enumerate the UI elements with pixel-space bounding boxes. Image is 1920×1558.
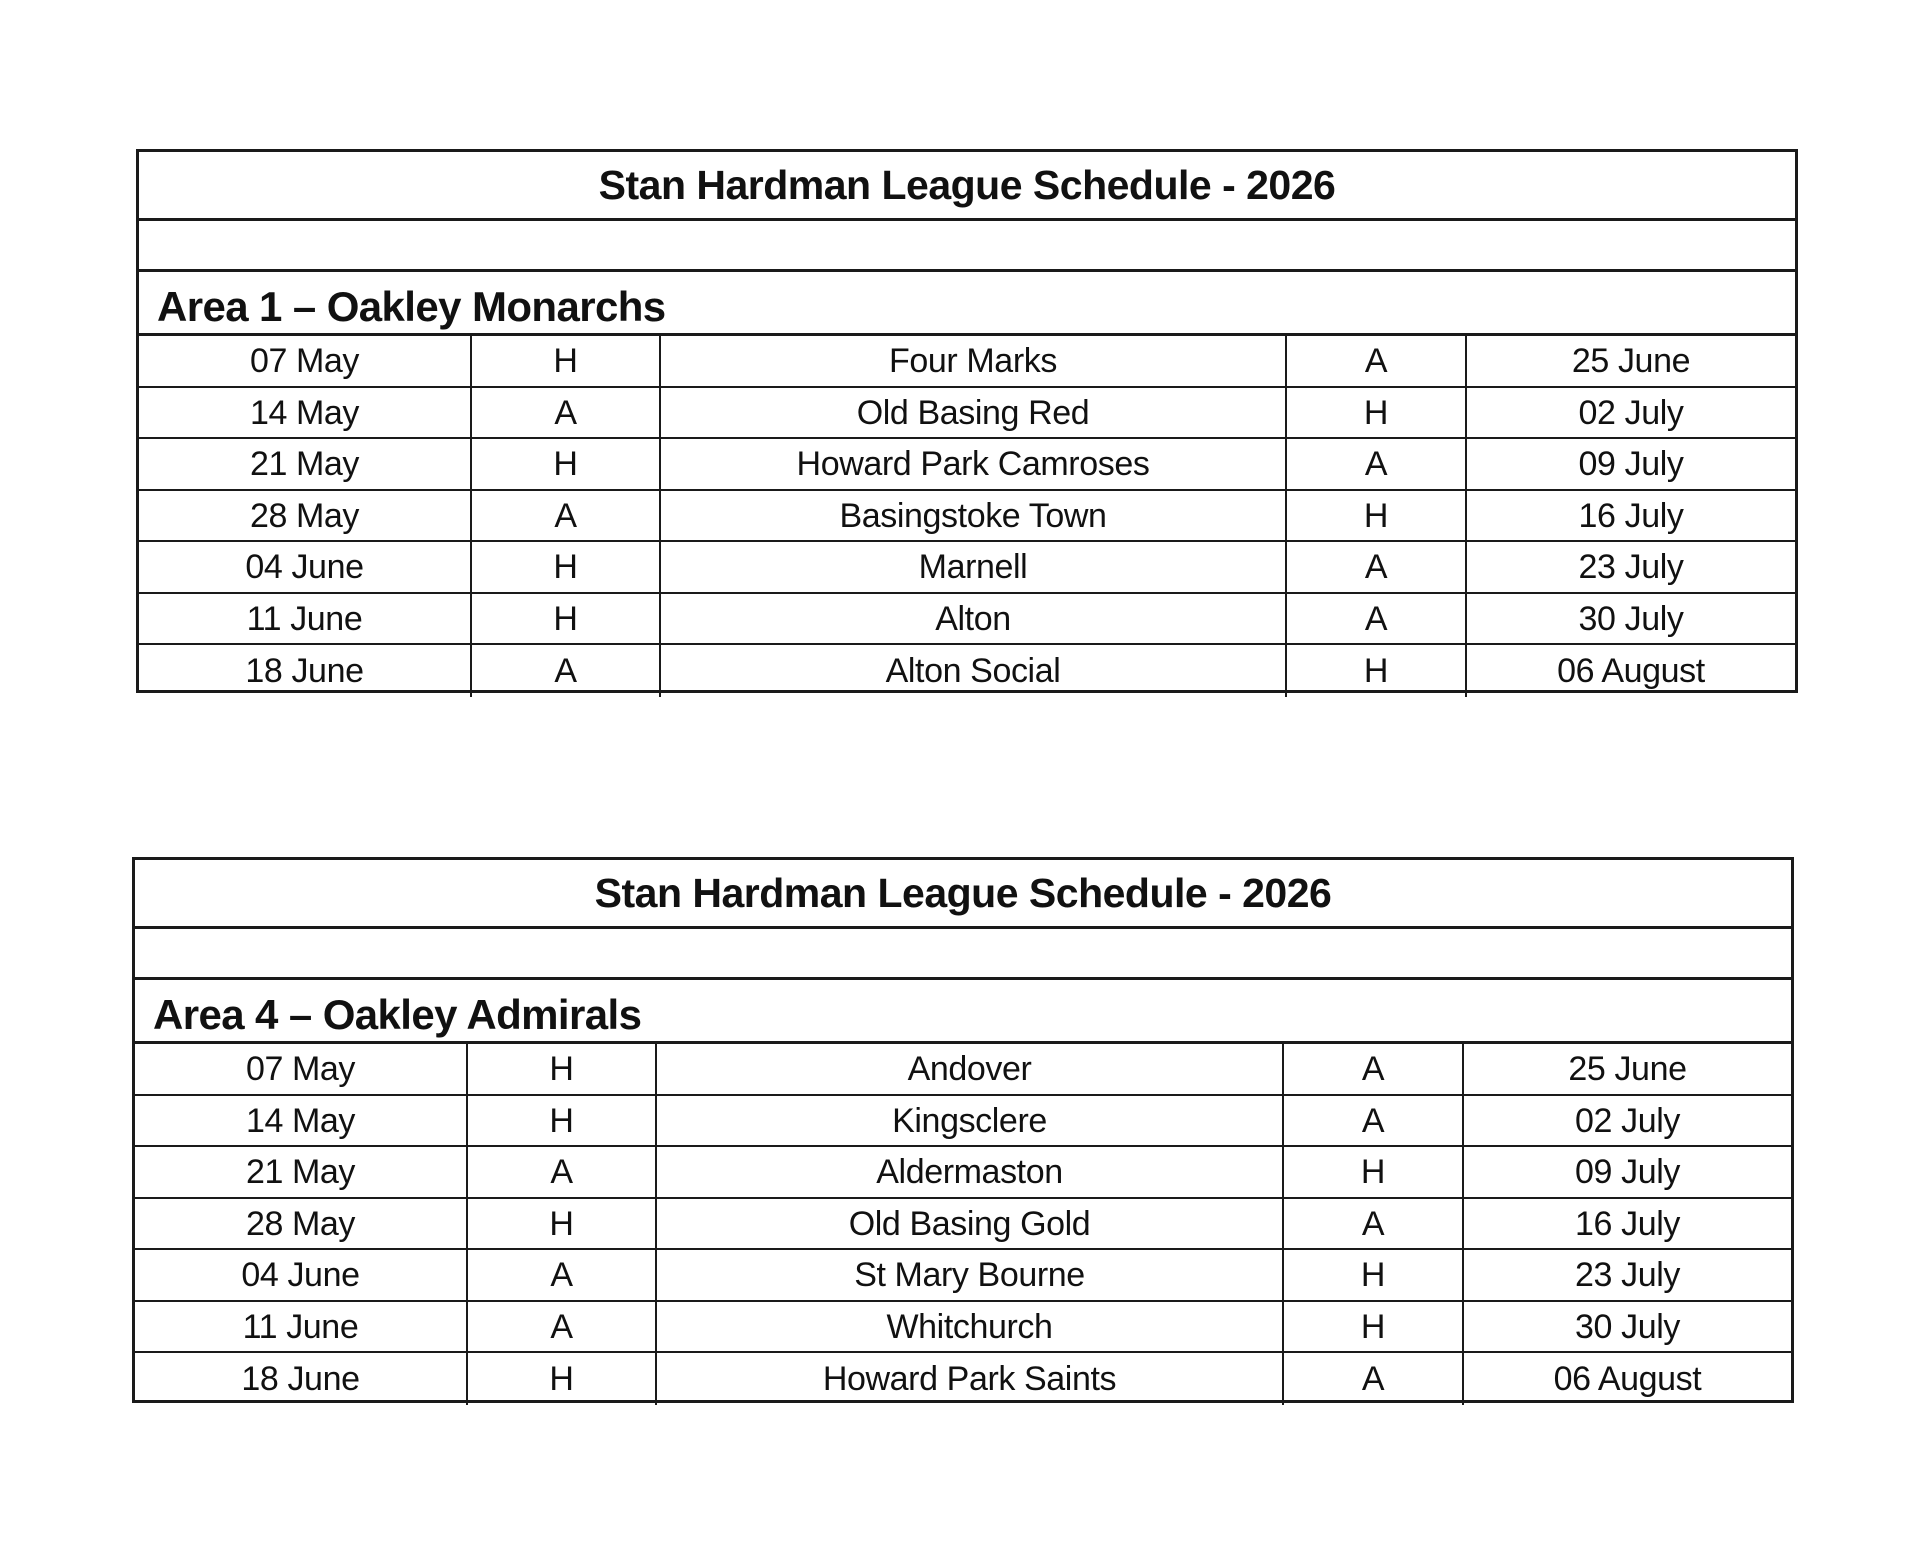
return-leg-venue: A bbox=[1284, 1044, 1464, 1094]
first-leg-date: 04 June bbox=[135, 1250, 468, 1300]
return-leg-venue: A bbox=[1284, 1199, 1464, 1249]
fixture-row bbox=[135, 1199, 1791, 1251]
return-leg-venue: H bbox=[1287, 491, 1467, 541]
first-leg-date: 21 May bbox=[139, 439, 472, 489]
return-leg-date: 02 July bbox=[1578, 393, 1684, 432]
area-heading: Area 1 – Oakley Monarchs bbox=[139, 272, 1795, 336]
return-leg-venue: H bbox=[1284, 1250, 1464, 1300]
first-leg-venue: A bbox=[472, 645, 661, 697]
schedule-title: Stan Hardman League Schedule - 2026 bbox=[139, 152, 1795, 221]
return-leg-venue: A bbox=[1287, 336, 1467, 386]
return-leg-venue: H bbox=[1284, 1302, 1464, 1352]
opponent: Four Marks bbox=[661, 336, 1287, 386]
opponent: Marnell bbox=[661, 542, 1287, 592]
first-leg-venue: A bbox=[468, 1302, 657, 1352]
schedule-table-area-1 bbox=[136, 149, 1798, 693]
first-leg-date: 14 May bbox=[139, 388, 472, 438]
fixture-row bbox=[139, 542, 1795, 594]
opponent: Howard Park Camroses bbox=[661, 439, 1287, 489]
fixture-row bbox=[135, 1096, 1791, 1148]
area-heading: Area 4 – Oakley Admirals bbox=[135, 980, 1791, 1044]
opponent: Andover bbox=[657, 1044, 1284, 1094]
fixture-row bbox=[139, 388, 1795, 440]
first-leg-date: 11 June bbox=[139, 594, 472, 644]
first-leg-venue: H bbox=[472, 439, 661, 489]
return-leg-date: 09 July bbox=[1578, 445, 1684, 484]
fixture-row bbox=[139, 645, 1795, 697]
return-leg-date: 23 July bbox=[1578, 548, 1684, 587]
fixture-row bbox=[135, 1353, 1791, 1405]
first-leg-venue: A bbox=[472, 388, 661, 438]
first-leg-date: 21 May bbox=[135, 1147, 468, 1197]
opponent: St Mary Bourne bbox=[657, 1250, 1284, 1300]
first-leg-date: 28 May bbox=[139, 491, 472, 541]
first-leg-date: 28 May bbox=[135, 1199, 468, 1249]
fixture-row bbox=[135, 1147, 1791, 1199]
opponent: Kingsclere bbox=[657, 1096, 1284, 1146]
return-leg-venue: H bbox=[1287, 645, 1467, 697]
return-leg-date: 30 July bbox=[1575, 1307, 1680, 1346]
return-leg-venue: A bbox=[1284, 1096, 1464, 1146]
first-leg-date: 11 June bbox=[135, 1302, 468, 1352]
blank-row bbox=[139, 221, 1795, 272]
first-leg-venue: H bbox=[468, 1199, 657, 1249]
first-leg-date: 07 May bbox=[135, 1044, 468, 1094]
first-leg-date: 07 May bbox=[139, 336, 472, 386]
opponent: Old Basing Gold bbox=[657, 1199, 1284, 1249]
return-leg-date: 02 July bbox=[1575, 1101, 1680, 1140]
schedule-table-area-4 bbox=[132, 857, 1794, 1403]
return-leg-venue: A bbox=[1287, 439, 1467, 489]
first-leg-venue: H bbox=[468, 1353, 657, 1405]
opponent: Howard Park Saints bbox=[657, 1353, 1284, 1405]
opponent: Old Basing Red bbox=[661, 388, 1287, 438]
return-leg-venue: A bbox=[1287, 542, 1467, 592]
return-leg-date: 09 July bbox=[1575, 1153, 1680, 1192]
fixture-row bbox=[135, 1044, 1791, 1096]
fixture-row bbox=[139, 491, 1795, 543]
return-leg-date: 25 June bbox=[1568, 1050, 1687, 1089]
fixture-row bbox=[135, 1302, 1791, 1354]
schedule-title: Stan Hardman League Schedule - 2026 bbox=[135, 860, 1791, 929]
first-leg-venue: A bbox=[472, 491, 661, 541]
return-leg-date: 16 July bbox=[1578, 496, 1684, 535]
return-leg-venue: A bbox=[1284, 1353, 1464, 1405]
first-leg-date: 18 June bbox=[139, 645, 472, 697]
return-leg-date: 16 July bbox=[1575, 1204, 1680, 1243]
first-leg-venue: H bbox=[472, 594, 661, 644]
fixture-row bbox=[139, 594, 1795, 646]
return-leg-venue: H bbox=[1284, 1147, 1464, 1197]
first-leg-venue: H bbox=[472, 336, 661, 386]
return-leg-venue: A bbox=[1287, 594, 1467, 644]
fixture-row bbox=[135, 1250, 1791, 1302]
first-leg-venue: H bbox=[468, 1096, 657, 1146]
opponent: Basingstoke Town bbox=[661, 491, 1287, 541]
return-leg-date: 30 July bbox=[1578, 599, 1684, 638]
return-leg-date: 06 August bbox=[1553, 1360, 1702, 1399]
opponent: Alton bbox=[661, 594, 1287, 644]
first-leg-date: 18 June bbox=[135, 1353, 468, 1405]
first-leg-date: 14 May bbox=[135, 1096, 468, 1146]
first-leg-date: 04 June bbox=[139, 542, 472, 592]
first-leg-venue: A bbox=[468, 1250, 657, 1300]
return-leg-date: 06 August bbox=[1557, 652, 1705, 691]
opponent: Alton Social bbox=[661, 645, 1287, 697]
first-leg-venue: H bbox=[468, 1044, 657, 1094]
return-leg-date: 23 July bbox=[1575, 1256, 1680, 1295]
return-leg-venue: H bbox=[1287, 388, 1467, 438]
opponent: Whitchurch bbox=[657, 1302, 1284, 1352]
first-leg-venue: H bbox=[472, 542, 661, 592]
blank-row bbox=[135, 929, 1791, 980]
return-leg-date: 25 June bbox=[1571, 342, 1691, 381]
fixture-row bbox=[139, 336, 1795, 388]
fixture-row bbox=[139, 439, 1795, 491]
opponent: Aldermaston bbox=[657, 1147, 1284, 1197]
first-leg-venue: A bbox=[468, 1147, 657, 1197]
